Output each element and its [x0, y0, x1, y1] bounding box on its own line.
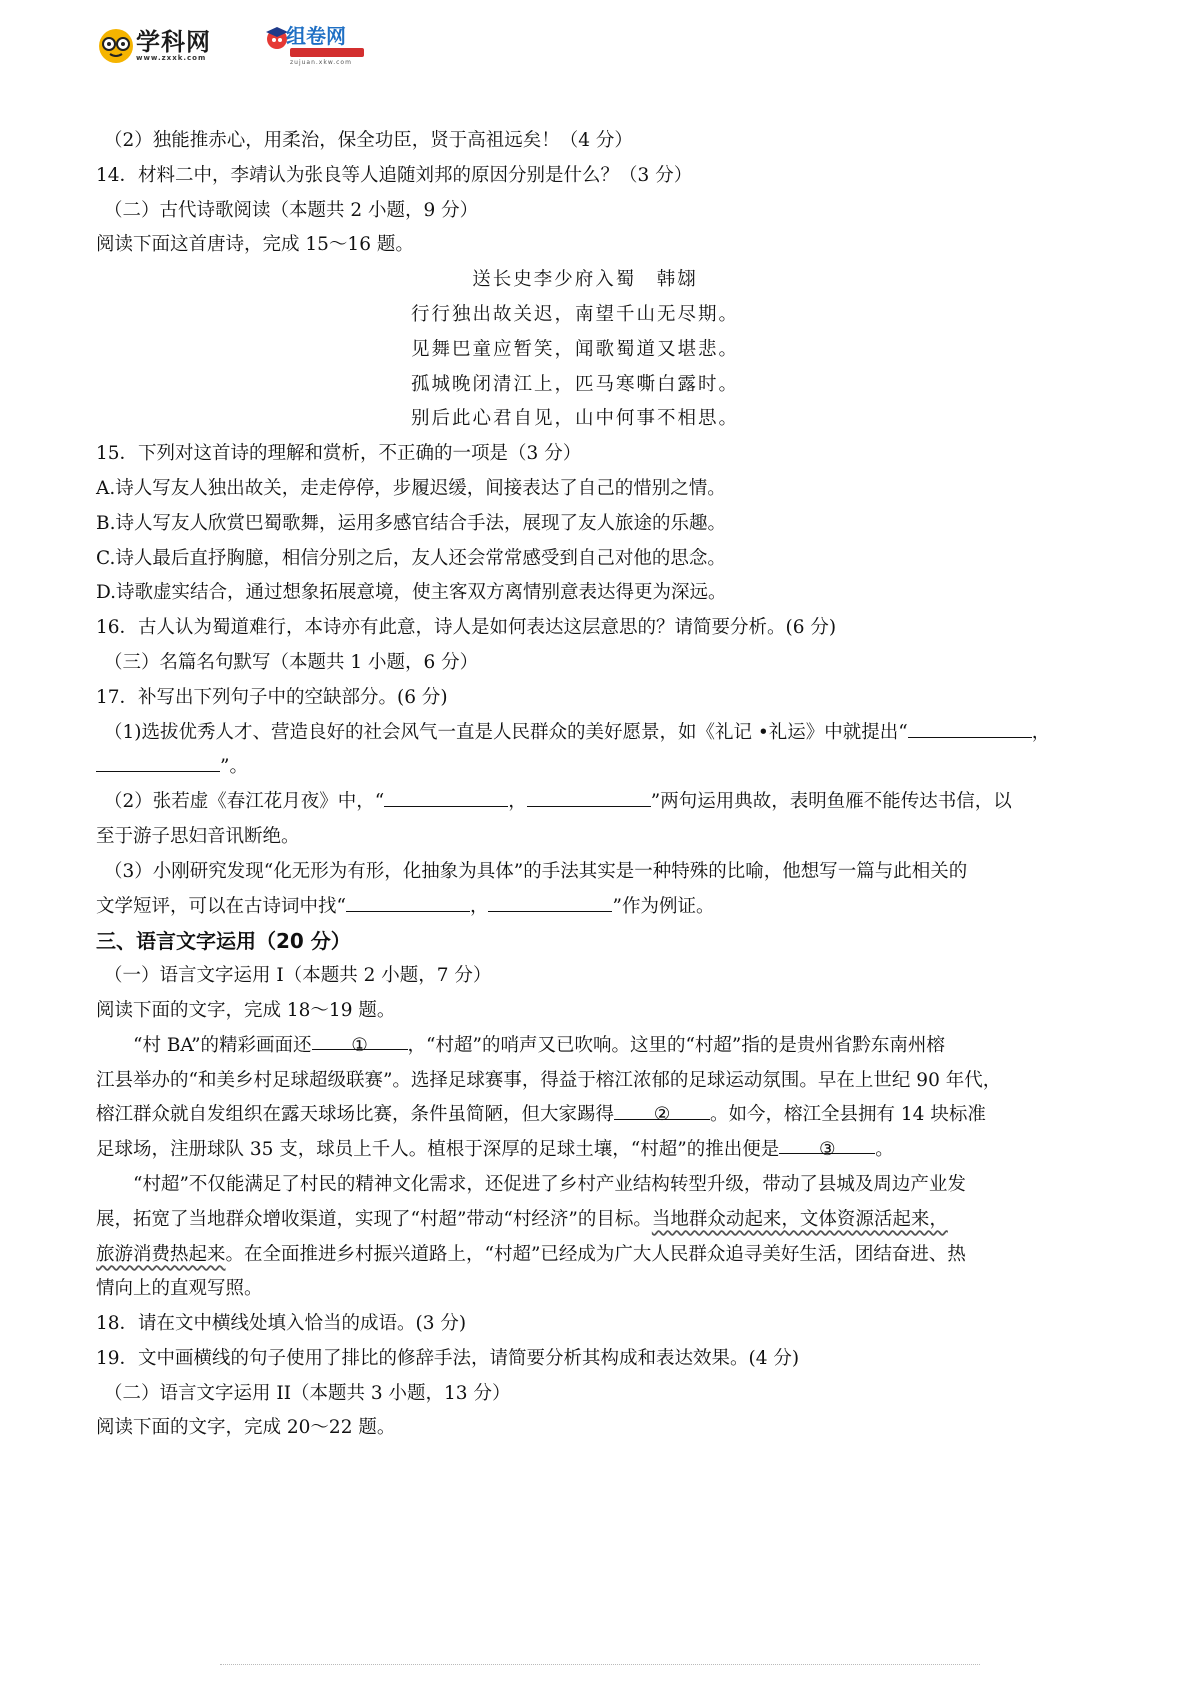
reading-instruction: 阅读下面这首唐诗，完成 15～16 题。 — [96, 234, 414, 256]
passage-line: 江县举办的“和美乡村足球超级联赛”。选择足球赛事，得益于榕江浓郁的足球运动氛围。早在上世纪 90 年代， — [96, 1069, 1002, 1091]
poem-title: 送长史李少府入蜀 韩翃 — [472, 269, 698, 291]
question-17-2-cont: 至于游子思妇音讯断绝。 — [96, 825, 300, 847]
question-15: 15．下列对这首诗的理解和赏析，不正确的一项是（3 分） — [96, 443, 582, 465]
passage-line: “村超”不仅能满足了村民的精神文化需求，还促进了乡村产业结构转型升级，带动了县城及周边产业发 — [133, 1173, 966, 1195]
question-17-2: （2）张若虚《春江花月夜》中，“ ， ”两句运用典故，表明鱼雁不能传达书信，以 — [96, 785, 1114, 820]
section-heading: （一）语言文字运用 I（本题共 2 小题，7 分） — [104, 965, 492, 987]
fill-blank-2: ② — [614, 1098, 710, 1119]
option-d: D.诗歌虚实结合，通过想象拓展意境，使主客双方离情别意表达得更为深远。 — [96, 582, 727, 604]
fill-blank — [346, 890, 470, 911]
sub-brand-tag — [290, 48, 364, 57]
section-heading: （二）语言文字运用 II（本题共 3 小题，13 分） — [104, 1382, 511, 1404]
fill-blank — [384, 786, 508, 807]
question-18: 18．请在文中横线处填入恰当的成语。(3 分) — [96, 1313, 467, 1335]
glasses-mascot-icon — [96, 24, 136, 64]
question-17-1-cont: ”。 — [96, 750, 1114, 785]
site-logo — [96, 18, 356, 68]
poem-line: 孤城晚闭清江上，匹马寒嘶白露时。 — [410, 373, 739, 395]
question-16: 16．古人认为蜀道难行，本诗亦有此意，诗人是如何表达这层意思的？请简要分析。(6 分) — [96, 617, 837, 639]
fill-blank — [96, 751, 220, 772]
passage-line: 榕江群众就自发组织在露天球场比赛，条件虽简陋，但大家踢得 ② 。如今，榕江全县拥有 14 块标准 — [96, 1098, 1114, 1133]
question-17-1: （1)选拔优秀人才、营造良好的社会风气一直是人民群众的美好愿景，如《礼记 •礼运》中就提出“ ， — [96, 716, 1114, 751]
poem-line: 行行独出故关迟，南望千山无尽期。 — [410, 303, 739, 325]
fill-blank — [527, 786, 651, 807]
brand-url: www.zxxk.com — [136, 54, 207, 62]
sub-brand-url: zujuan.xkw.com — [290, 59, 352, 66]
question-17-3-cont: 文学短评，可以在古诗词中找“ ， ”作为例证。 — [96, 890, 1114, 925]
poem-line: 见舞巴童应暂笑，闻歌蜀道又堪悲。 — [410, 338, 739, 360]
footer-divider — [220, 1664, 980, 1667]
passage-line: 旅游消费热起来。在全面推进乡村振兴道路上，“村超”已经成为广大人民群众追寻美好生活，团结奋进、热 — [96, 1243, 966, 1265]
fill-blank — [908, 716, 1032, 737]
section-heading: （三）名篇名句默写（本题共 1 小题，6 分） — [104, 651, 479, 673]
fill-blank-1: ① — [312, 1029, 408, 1050]
passage-line: 足球场，注册球队 35 支，球员上千人。植根于深厚的足球土壤，“村超”的推出便是 ③ 。 — [96, 1133, 1114, 1168]
question-17-3: （3）小刚研究发现“化无形为有形，化抽象为具体”的手法其实是一种特殊的比喻，他想写一篇与此相关的 — [104, 860, 968, 882]
sub-brand-name: 组卷网 — [286, 24, 346, 48]
option-c: C.诗人最后直抒胸臆，相信分别之后，友人还会常常感受到自己对他的思念。 — [96, 547, 726, 569]
option-a: A.诗人写友人独出故关，走走停停，步履迟缓，间接表达了自己的惜别之情。 — [96, 477, 726, 499]
poem-line: 别后此心君自见，山中何事不相思。 — [410, 408, 739, 430]
underlined-sentence: 当地群众动起来，文体资源活起来， — [651, 1208, 948, 1230]
reading-instruction: 阅读下面的文字，完成 20～22 题。 — [96, 1417, 396, 1439]
passage-line: 展，拓宽了当地群众增收渠道，实现了“村超”带动“村经济”的目标。当地群众动起来，文体资源活起来， — [96, 1208, 948, 1230]
question-19: 19．文中画横线的句子使用了排比的修辞手法，请简要分析其构成和表达效果。(4 分) — [96, 1347, 800, 1369]
passage-line: 情向上的直观写照。 — [96, 1278, 263, 1300]
part-three-heading: 三、语言文字运用（20 分） — [96, 929, 351, 954]
underlined-sentence: 旅游消费热起来 — [96, 1243, 226, 1265]
brand-name: 学科网 — [136, 28, 211, 56]
question-17: 17．补写出下列句子中的空缺部分。(6 分) — [96, 686, 448, 708]
section-heading: （二）古代诗歌阅读（本题共 2 小题，9 分） — [104, 199, 479, 221]
passage-line: “村 BA”的精彩画面还 ① ，“村超”的哨声又已吹响。这里的“村超”指的是贵州省黔东南州榕 — [96, 1029, 1114, 1064]
option-b: B.诗人写友人欣赏巴蜀歌舞，运用多感官结合手法，展现了友人旅途的乐趣。 — [96, 512, 726, 534]
question-14: 14．材料二中，李靖认为张良等人追随刘邦的原因分别是什么？（3 分） — [96, 164, 693, 186]
exam-content — [96, 124, 1114, 1446]
fill-blank-3: ③ — [779, 1133, 875, 1154]
question-line: （2）独能推赤心，用柔治，保全功臣，贤于高祖远矣！（4 分） — [104, 130, 633, 151]
reading-instruction: 阅读下面的文字，完成 18～19 题。 — [96, 999, 396, 1021]
fill-blank — [488, 890, 612, 911]
